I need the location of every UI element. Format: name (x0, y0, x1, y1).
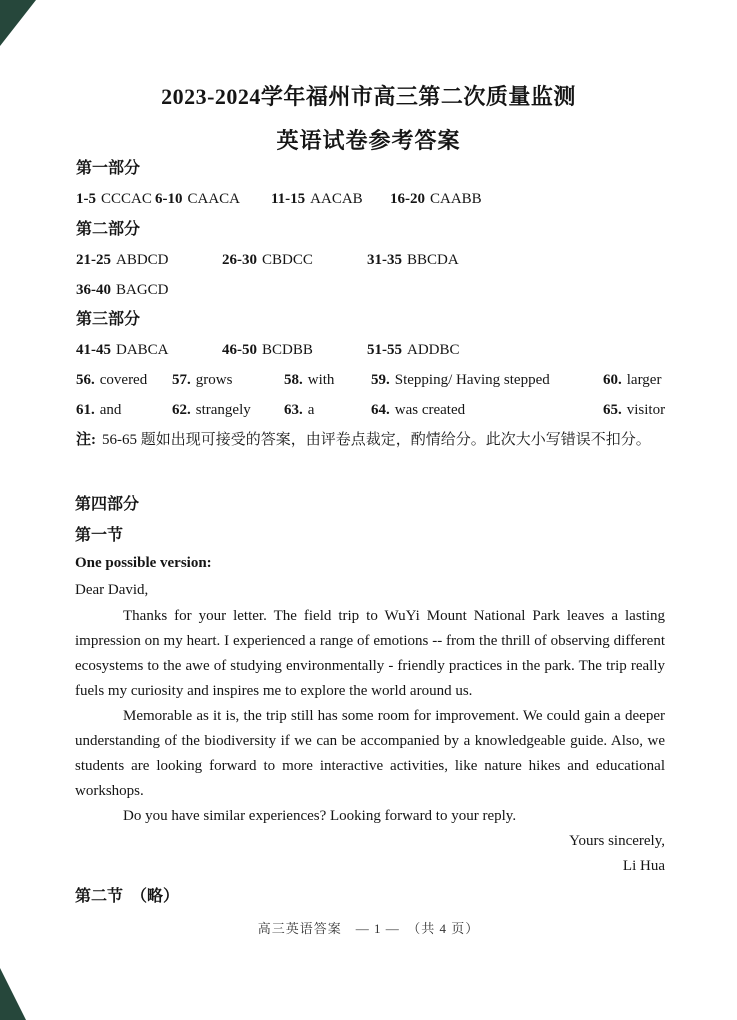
answer-letters: CAABB (430, 191, 482, 207)
question-number: 57. (172, 372, 191, 388)
answer-item (172, 369, 232, 391)
answer-row-56-60 (76, 369, 697, 391)
subsection-heading-1: 第一节 (75, 527, 124, 544)
answer-letters: CCCAC (101, 191, 152, 207)
answer-item (76, 188, 152, 210)
question-range: 6-10 (155, 191, 183, 207)
question-range: 16-20 (390, 191, 425, 207)
answer-item (371, 399, 465, 421)
answer-row-1-20 (76, 188, 697, 210)
answer-key-title: 英语试卷参考答案 (276, 128, 461, 153)
section-heading-part3: 第三部分 (76, 311, 141, 328)
answer-item (367, 249, 459, 271)
subsection-heading-2: 第二节 （略） (75, 888, 180, 905)
answer-letters: BBCDA (407, 252, 459, 268)
answer-word: grows (195, 372, 233, 388)
answer-word: Stepping/ Having stepped (394, 372, 550, 388)
question-number: 62. (172, 402, 191, 418)
question-number: 65. (603, 402, 622, 418)
scan-corner-artifact-bottom-left (0, 968, 26, 1020)
letter-signature: Li Hua (622, 858, 665, 874)
question-range: 51-55 (367, 342, 402, 358)
answer-word: a (307, 402, 315, 418)
answer-item (76, 279, 169, 301)
model-answer-label: One possible version: (75, 555, 212, 571)
question-range: 46-50 (222, 342, 257, 358)
question-range: 1-5 (76, 191, 96, 207)
page-footer: 高三英语答案 — 1 — （共 4 页） (257, 921, 480, 936)
letter-paragraph-2: Memorable as it is, the trip still has some room for improvement. We could gain a deeper understanding of the biodiversity if we can be accompanied by a knowledgeable guide. Also, we students are looking forward to more interactive activities, like nature hikes and educational workshops. (75, 708, 665, 799)
question-range: 11-15 (271, 191, 306, 207)
answer-item (222, 339, 313, 361)
note-label: 注: (76, 432, 96, 448)
answer-item (371, 369, 550, 391)
answer-item (603, 369, 661, 391)
answer-letters: CAACA (187, 191, 241, 207)
note-text: 56-65 题如出现可接受的答案，由评卷点裁定，酌情给分。此次大小写错误不扣分。 (102, 432, 651, 448)
section-heading-part2: 第二部分 (76, 221, 141, 238)
question-number: 58. (284, 372, 303, 388)
answer-letters: BAGCD (116, 282, 169, 298)
answer-row-21-35 (76, 249, 697, 271)
answer-item (172, 399, 251, 421)
answer-word: with (307, 372, 335, 388)
answer-item (284, 399, 314, 421)
question-range: 36-40 (76, 282, 111, 298)
answer-letters: ADDBC (407, 342, 460, 358)
question-number: 63. (284, 402, 303, 418)
answer-item (271, 188, 363, 210)
section-heading-part1: 第一部分 (76, 160, 141, 177)
question-number: 64. (371, 402, 390, 418)
answer-item (76, 249, 169, 271)
scan-corner-artifact-top-left (0, 0, 36, 46)
answer-word: larger (626, 372, 662, 388)
answer-row-41-55 (76, 339, 697, 361)
answer-letters: BCDBB (262, 342, 313, 358)
exam-title: 2023-2024学年福州市高三第二次质量监测 (161, 84, 576, 109)
answer-word: and (99, 402, 122, 418)
answer-letters: ABDCD (116, 252, 169, 268)
question-range: 21-25 (76, 252, 111, 268)
grading-note (76, 429, 697, 451)
answer-item (76, 369, 147, 391)
answer-item (76, 339, 169, 361)
answer-word: visitor (626, 402, 666, 418)
letter-paragraph-3: Do you have similar experiences? Looking forward to your reply. (123, 808, 517, 824)
question-range: 41-45 (76, 342, 111, 358)
answer-word: was created (394, 402, 466, 418)
question-number: 56. (76, 372, 95, 388)
letter-paragraph-1: Thanks for your letter. The field trip to WuYi Mount National Park leaves a lasting impression on my heart. I experienced a range of emotions -- from the thrill of observing different ecosystems to the awe of studying environmentally - friendly practices in the park. The trip really fuels my curiosity and inspires me to explore the world around us. (75, 608, 665, 699)
answer-row-36-40 (76, 279, 697, 301)
answer-item (155, 188, 240, 210)
answer-item (222, 249, 313, 271)
question-range: 31-35 (367, 252, 402, 268)
answer-item (284, 369, 334, 391)
question-number: 59. (371, 372, 390, 388)
answer-row-61-65 (76, 399, 697, 421)
question-range: 26-30 (222, 252, 257, 268)
answer-word: strangely (195, 402, 251, 418)
answer-letters: DABCA (116, 342, 169, 358)
answer-item (603, 399, 665, 421)
answer-letters: AACAB (310, 191, 363, 207)
writing-section (75, 492, 665, 909)
letter-closing: Yours sincerely, (569, 833, 665, 849)
answer-word: covered (99, 372, 148, 388)
question-number: 61. (76, 402, 95, 418)
question-number: 60. (603, 372, 622, 388)
answer-item (367, 339, 460, 361)
answer-letters: CBDCC (262, 252, 313, 268)
answer-item (76, 399, 121, 421)
section-heading-part4: 第四部分 (75, 496, 140, 513)
letter-salutation: Dear David, (75, 582, 149, 598)
answer-item (390, 188, 482, 210)
